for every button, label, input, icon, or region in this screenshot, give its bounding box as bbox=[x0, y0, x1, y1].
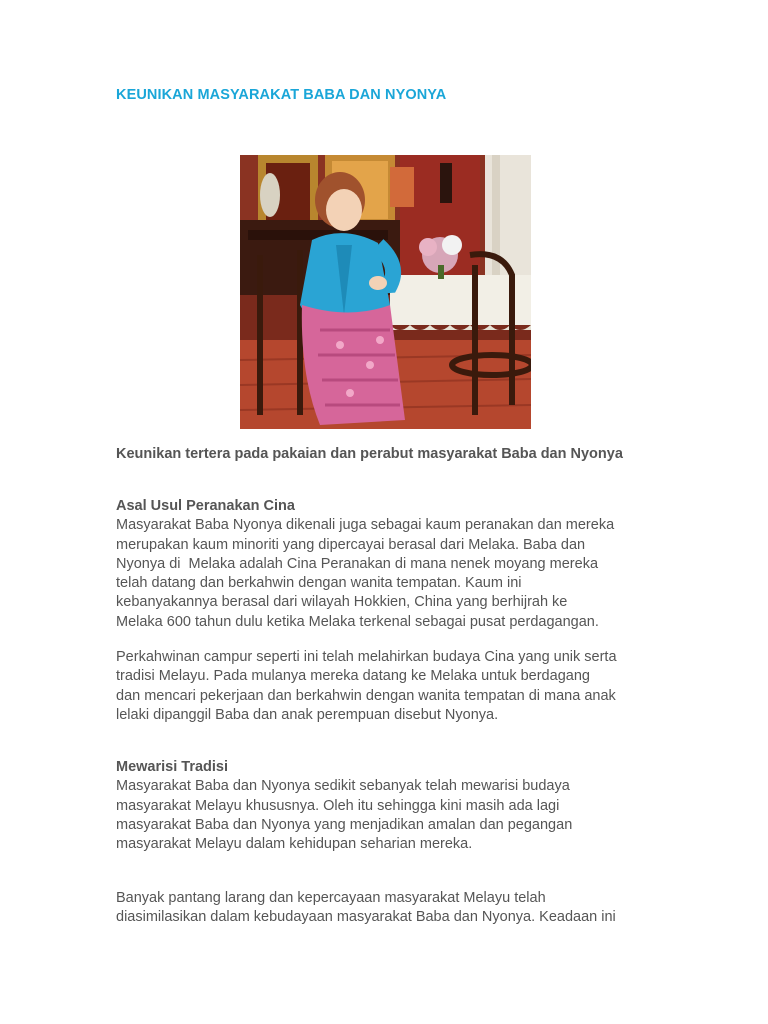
paragraph-perkahwinan bbox=[116, 648, 661, 725]
paragraph-line: Masyarakat Baba Nyonya dikenali juga sebagai kaum peranakan dan mereka bbox=[116, 517, 615, 534]
section-mewarisi-tradisi bbox=[116, 758, 661, 854]
photo-woman-in-kebaya bbox=[240, 155, 531, 429]
section-heading: Mewarisi Tradisi bbox=[116, 759, 229, 775]
paragraph-line: Melaka 600 tahun dulu ketika Melaka terkenal sebagai pusat perdagangan. bbox=[116, 613, 599, 630]
paragraph-line: Masyarakat Baba dan Nyonya sedikit sebanyak telah mewarisi budaya bbox=[116, 778, 570, 795]
paragraph-line: lelaki dipanggil Baba dan anak perempuan disebut Nyonya. bbox=[116, 706, 499, 723]
paragraph-line: Perkahwinan campur seperti ini telah melahirkan budaya Cina yang unik serta bbox=[116, 649, 617, 665]
paragraph-line: masyarakat Melayu dalam kehidupan seharian mereka. bbox=[116, 836, 473, 853]
paragraph-line: tradisi Melayu. Pada mulanya mereka datang ke Melaka untuk berdagang bbox=[116, 668, 590, 685]
paragraph-line: Nyonya di Melaka adalah Cina Peranakan di mana nenek moyang mereka bbox=[116, 555, 599, 572]
paragraph-line: dan mencari pekerjaan dan berkahwin dengan wanita tempatan di mana anak bbox=[116, 687, 616, 704]
document-title: KEUNIKAN MASYARAKAT BABA DAN NYONYA bbox=[116, 87, 447, 103]
paragraph-pantang-larang bbox=[116, 889, 661, 928]
image-caption: Keunikan tertera pada pakaian dan perabut masyarakat Baba dan Nyonya bbox=[116, 446, 623, 462]
paragraph-line: merupakan kaum minoriti yang dipercayai berasal dari Melaka. Baba dan bbox=[116, 536, 586, 553]
paragraph-line: masyarakat Baba dan Nyonya yang menjadikan amalan dan pegangan bbox=[116, 816, 573, 833]
section-heading: Asal Usul Peranakan Cina bbox=[116, 498, 295, 514]
paragraph-line: Banyak pantang larang dan kepercayaan masyarakat Melayu telah bbox=[116, 890, 546, 906]
section-asal-usul bbox=[116, 497, 661, 632]
paragraph-line: diasimilasikan dalam kebudayaan masyarakat Baba dan Nyonya. Keadaan ini bbox=[116, 909, 616, 926]
paragraph-line: telah datang dan berkahwin dengan wanita tempatan. Kaum ini bbox=[116, 575, 522, 592]
paragraph-line: kebanyakannya berasal dari wilayah Hokkien, China yang berhijrah ke bbox=[116, 594, 568, 611]
paragraph-line: masyarakat Melayu khususnya. Oleh itu sehingga kini masih ada lagi bbox=[116, 797, 560, 814]
